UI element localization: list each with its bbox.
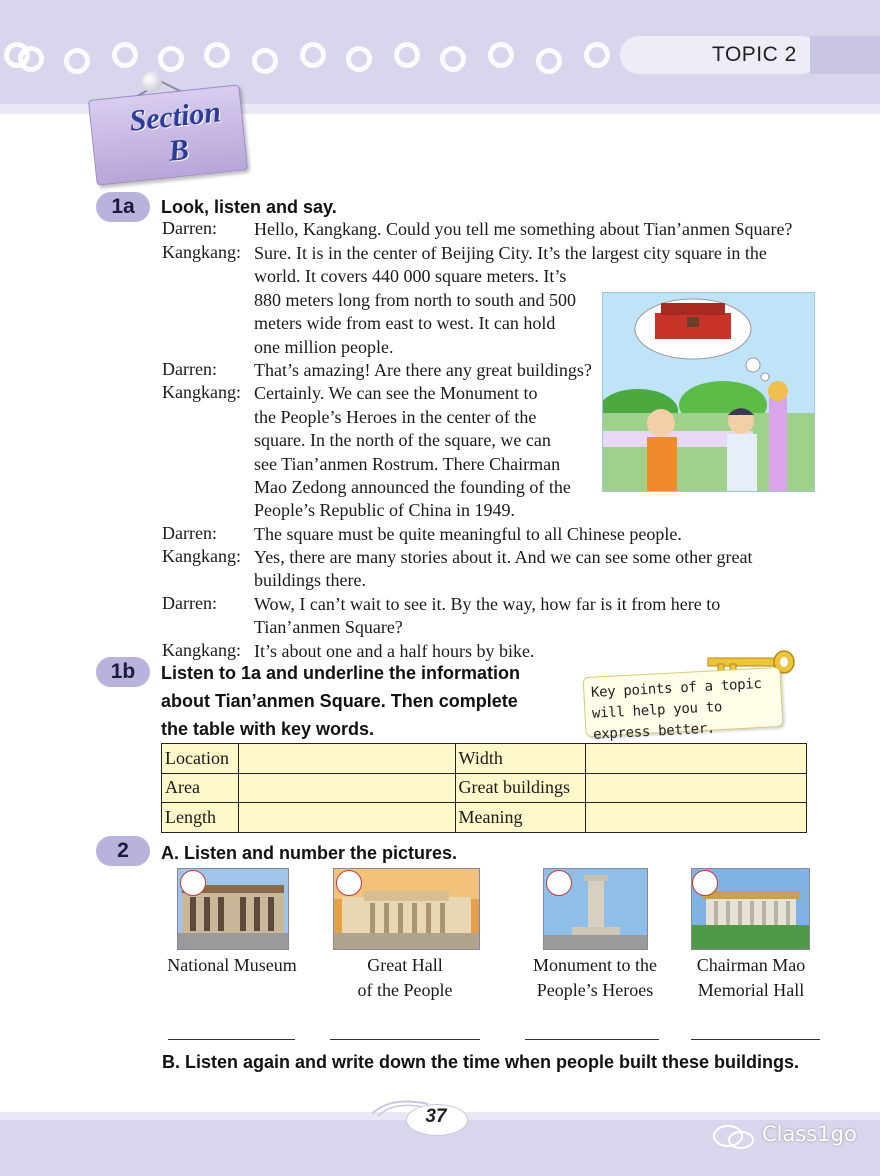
dialogue-line: the People’s Heroes in the center of the bbox=[254, 407, 537, 427]
speaker-kangkang: Kangkang: bbox=[162, 382, 241, 402]
table-row bbox=[162, 773, 807, 803]
table-answer-cell[interactable] bbox=[238, 744, 455, 774]
table-label: Location bbox=[162, 744, 239, 774]
dialogue-line: Hello, Kangkang. Could you tell me something about Tian’anmen Square? bbox=[254, 219, 793, 239]
dialogue-line: It’s about one and a half hours by bike. bbox=[254, 641, 535, 661]
dialogue-line: Tian’anmen Square? bbox=[254, 617, 403, 637]
speaker-kangkang: Kangkang: bbox=[162, 640, 241, 660]
answer-line[interactable] bbox=[168, 1039, 295, 1040]
answer-line[interactable] bbox=[330, 1039, 480, 1040]
dialogue-line: one million people. bbox=[254, 337, 394, 357]
dialogue-line: Mao Zedong announced the founding of the bbox=[254, 477, 571, 497]
task-1b-title-line: the table with key words. bbox=[161, 719, 375, 739]
table-answer-cell[interactable] bbox=[238, 773, 455, 803]
table-answer-cell[interactable] bbox=[238, 803, 455, 833]
dialogue-line: world. It covers 440 000 square meters. It’s bbox=[254, 266, 567, 286]
tip-note-text: Key points of a topic will help you to express better. bbox=[590, 675, 762, 743]
dialogue-line: buildings there. bbox=[254, 570, 366, 590]
section-word: Section bbox=[127, 95, 223, 138]
caption-line: National Museum bbox=[167, 955, 297, 975]
table-answer-cell[interactable] bbox=[586, 744, 807, 774]
dialogue-line: Yes, there are many stories about it. And we can see some other great bbox=[254, 547, 753, 567]
topic-tab bbox=[810, 36, 880, 74]
number-circle[interactable] bbox=[180, 870, 206, 896]
caption-line: Memorial Hall bbox=[697, 980, 805, 1000]
dialogue-line: People’s Republic of China in 1949. bbox=[254, 500, 515, 520]
cartoon-scene-icon bbox=[603, 293, 814, 491]
wechat-icon bbox=[712, 1124, 756, 1150]
speaker-darren: Darren: bbox=[162, 359, 217, 379]
task-2-part-b: B. Listen again and write down the time when people built these buildings. bbox=[162, 1052, 800, 1072]
table-label: Length bbox=[162, 803, 239, 833]
watermark: Class1go bbox=[762, 1122, 857, 1146]
section-title bbox=[109, 93, 245, 174]
dialogue-line: 880 meters long from north to south and 500 bbox=[254, 290, 576, 310]
number-circle[interactable] bbox=[692, 870, 718, 896]
dialogue-line: Wow, I can’t wait to see it. By the way, how far is it from here to bbox=[254, 594, 721, 614]
task-badge-2: 2 bbox=[96, 836, 150, 866]
table-label: Great buildings bbox=[455, 773, 586, 803]
table-row bbox=[162, 803, 807, 833]
page-number: 37 bbox=[425, 1106, 447, 1127]
caption-line: Great Hall bbox=[367, 955, 443, 975]
table-answer-cell[interactable] bbox=[586, 773, 807, 803]
table-label: Width bbox=[455, 744, 586, 774]
task-1b-title-line: about Tian’anmen Square. Then complete bbox=[161, 691, 518, 711]
caption-line: Monument to the bbox=[533, 955, 657, 975]
pin-icon bbox=[142, 72, 162, 92]
tiananmen-illustration bbox=[602, 292, 815, 492]
task-badge-1a: 1a bbox=[96, 192, 150, 222]
task-1a-title: Look, listen and say. bbox=[161, 197, 337, 217]
caption-line: People’s Heroes bbox=[536, 980, 654, 1000]
speaker-kangkang: Kangkang: bbox=[162, 546, 241, 566]
number-circle[interactable] bbox=[336, 870, 362, 896]
speaker-darren: Darren: bbox=[162, 593, 217, 613]
dialogue-line: Certainly. We can see the Monument to bbox=[254, 383, 538, 403]
caption-line: of the People bbox=[357, 980, 453, 1000]
dialogue-line: meters wide from east to west. It can hold bbox=[254, 313, 556, 333]
task-2-part-a: A. Listen and number the pictures. bbox=[161, 843, 458, 863]
dialogue-line: see Tian’anmen Rostrum. There Chairman bbox=[254, 454, 561, 474]
answer-line[interactable] bbox=[691, 1039, 820, 1040]
speaker-kangkang: Kangkang: bbox=[162, 242, 241, 262]
dialogue-line: The square must be quite meaningful to all Chinese people. bbox=[254, 524, 682, 544]
speaker-darren: Darren: bbox=[162, 523, 217, 543]
table-label: Meaning bbox=[455, 803, 586, 833]
task-1b-title-line: Listen to 1a and underline the information bbox=[161, 663, 521, 683]
dialogue-line: That’s amazing! Are there any great buildings? bbox=[254, 360, 592, 380]
topic-label: TOPIC 2 bbox=[712, 43, 797, 66]
answer-line[interactable] bbox=[525, 1039, 659, 1040]
speaker-darren: Darren: bbox=[162, 218, 217, 238]
dialogue-line: square. In the north of the square, we can bbox=[254, 430, 551, 450]
section-letter: B bbox=[167, 132, 191, 168]
table-label: Area bbox=[162, 773, 239, 803]
task-badge-1b: 1b bbox=[96, 657, 150, 687]
dialogue-line: Sure. It is in the center of Beijing City. It’s the largest city square in the bbox=[254, 243, 767, 263]
key-words-table bbox=[161, 743, 807, 833]
table-answer-cell[interactable] bbox=[586, 803, 807, 833]
number-circle[interactable] bbox=[546, 870, 572, 896]
table-row bbox=[162, 744, 807, 774]
caption-line: Chairman Mao bbox=[696, 955, 806, 975]
